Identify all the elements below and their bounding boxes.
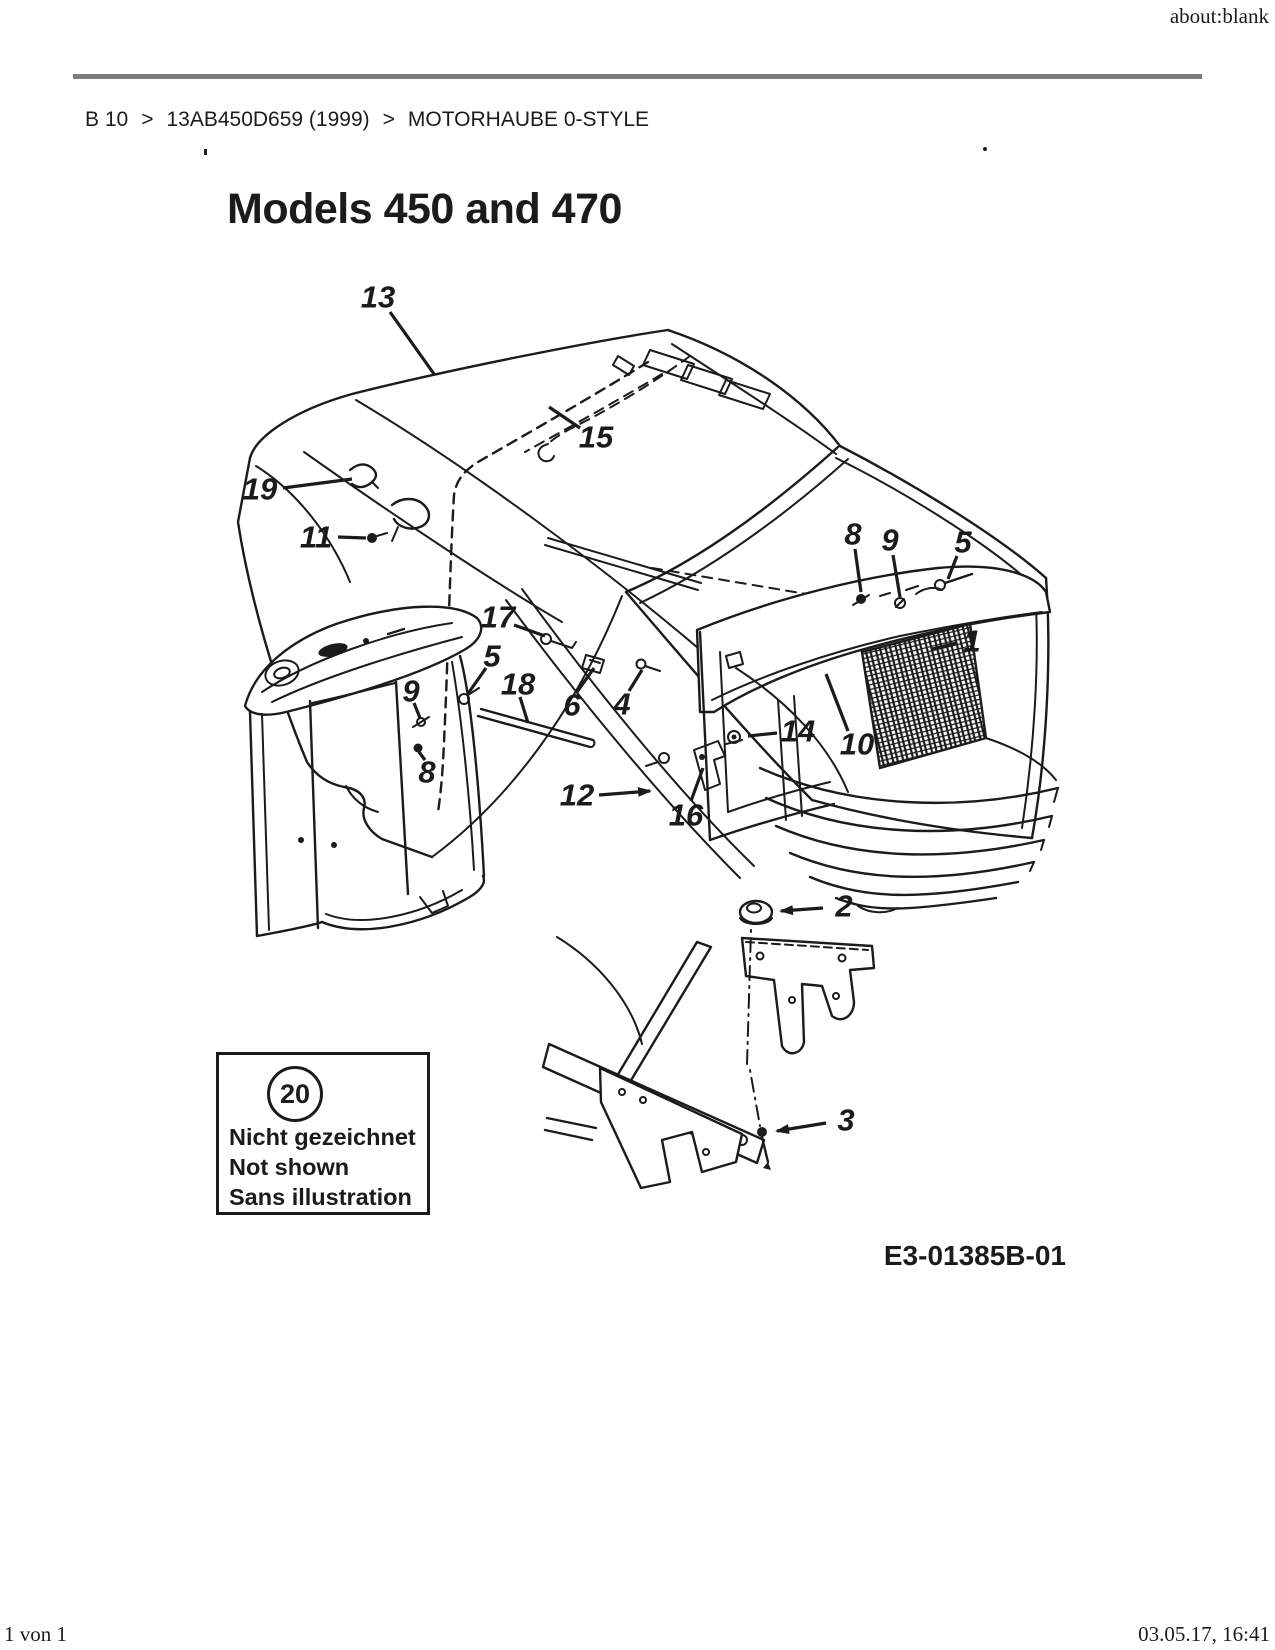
alignment-axes-stroke [750,1070,760,1126]
dash-tower-stroke [322,876,484,929]
breadcrumb-separator: > [141,108,154,131]
callout-8: 8 [844,516,862,552]
hook-part-19-stroke [350,464,376,487]
screw-part-3-stroke [763,1162,771,1170]
callout-13: 13 [360,279,396,315]
not-shown-line-fr: Sans illustration [229,1184,412,1210]
grille-housing-stroke [986,738,1056,780]
screw-part-3-stroke [757,1127,767,1137]
hood-part-13-stroke [672,344,836,454]
callout-11: 11 [299,519,333,555]
drawing-number: E3-01385B-01 [883,1240,1066,1271]
hook-part-19-stroke [392,499,429,529]
bracket-part-16-stroke [699,754,705,760]
circled-part-number: 20 [267,1066,323,1122]
callout-16: 16 [668,797,704,833]
callout-18: 18 [500,666,536,702]
timestamp-footer: 03.05.17, 16:41 [1138,1622,1270,1646]
scan-corner-marks-stroke [983,147,987,151]
dash-tower-stroke [298,837,304,843]
breadcrumb-item-category: B 10 [85,108,129,131]
scan-corner-marks [204,147,987,155]
tower-fasteners-stroke [414,744,423,753]
bracket-part-16 [646,741,725,790]
hinge-rod-dashed-path [438,356,690,812]
screw-part-4-stroke [645,666,660,671]
hood-vent-slots-stroke [681,365,732,394]
support-bracket-assembly [543,937,874,1188]
breadcrumb-item-model: 13AB450D659 (1999) [166,108,370,131]
hood-vent-slots-stroke [719,380,770,409]
hood-part-13-stroke [346,786,378,812]
hook-part-19-stroke [372,482,378,488]
grille-slats-stroke [790,853,1034,877]
callout-9: 9 [881,522,899,558]
grille-slats-stroke [760,768,1058,803]
bolt-part-14 [726,731,742,744]
dash-tower-stroke [326,890,462,920]
dash-tower-stroke [331,842,337,848]
screw-part-11 [367,533,387,543]
support-bracket-assembly-stroke [557,937,642,1044]
leader-line-11 [338,537,366,538]
dash-tower-stroke [396,682,408,894]
leader-line-2 [781,908,823,911]
screw-part-11-stroke [367,533,377,543]
scan-corner-marks-stroke [204,149,207,155]
dash-tower-stroke [257,922,322,936]
bracket-part-16-stroke [646,762,658,766]
hood-part-13-stroke [836,458,1034,586]
support-bracket-assembly-stroke [600,1068,742,1188]
leader-line-13 [390,312,434,374]
hook-part-19-stroke [392,527,398,541]
not-shown-legend-text [229,1122,416,1212]
leader-line-3 [777,1123,826,1131]
support-bracket-assembly-stroke [545,1118,596,1140]
grille-slats [760,768,1058,912]
callout-4: 4 [613,686,631,722]
dash-tower-stroke [363,638,369,644]
page-count-footer: 1 von 1 [4,1622,67,1646]
hinge-rod-dashed-path-stroke [538,444,554,461]
breadcrumb-separator: > [382,108,395,131]
leader-line-4 [629,670,642,691]
callout-6: 6 [563,687,581,723]
leader-line-17 [514,625,545,636]
callout-10: 10 [839,726,875,762]
leader-line-16 [691,768,703,801]
not-shown-legend-box [216,1052,430,1215]
not-shown-line-de: Nicht gezeichnet [229,1124,416,1150]
dash-tower-stroke [250,712,257,936]
dash-tower [245,607,484,936]
hood-vent-slots [613,350,770,409]
callout-3: 3 [837,1102,855,1138]
callout-19: 19 [242,471,278,507]
diagram-title: Models 450 and 470 [227,185,622,233]
dash-tower-stroke [310,701,318,928]
callout-14: 14 [780,713,816,749]
not-shown-line-en: Not shown [229,1154,350,1180]
leader-line-14 [748,733,777,736]
washer-part-2 [740,901,772,924]
leader-line-12 [599,791,650,795]
screw-part-17-stroke [551,641,576,648]
breadcrumb-item-assembly: MOTORHAUBE 0-STYLE [407,108,650,131]
bolt-part-14-stroke [732,735,737,740]
support-bracket-assembly-stroke [617,942,711,1082]
callout-12: 12 [559,777,595,813]
callout-5: 5 [954,524,972,560]
hinge-rod-dashed-path-stroke [438,362,648,812]
screw-part-4-stroke [637,660,646,669]
callout-17: 17 [480,599,516,635]
leader-line-10 [826,674,848,731]
dash-tower-stroke [262,714,269,930]
screw-part-4 [637,660,661,672]
support-bracket-assembly-stroke [742,938,874,1053]
callout-5: 5 [483,638,501,674]
callout-8: 8 [418,754,436,790]
callout-leader-lines [283,312,957,1131]
callout-2: 2 [835,888,853,924]
screw-part-17 [541,634,576,648]
support-rod-part-18-stroke [590,740,594,747]
screw-part-11-stroke [377,533,387,536]
print-header-url: about:blank [1169,4,1269,28]
hood-part-13-stroke [812,800,1032,838]
callout-1: 1 [963,623,981,659]
bracket-part-16-stroke [659,753,669,763]
leader-line-19 [283,479,352,488]
callout-15: 15 [578,419,614,455]
callout-9: 9 [402,673,420,709]
